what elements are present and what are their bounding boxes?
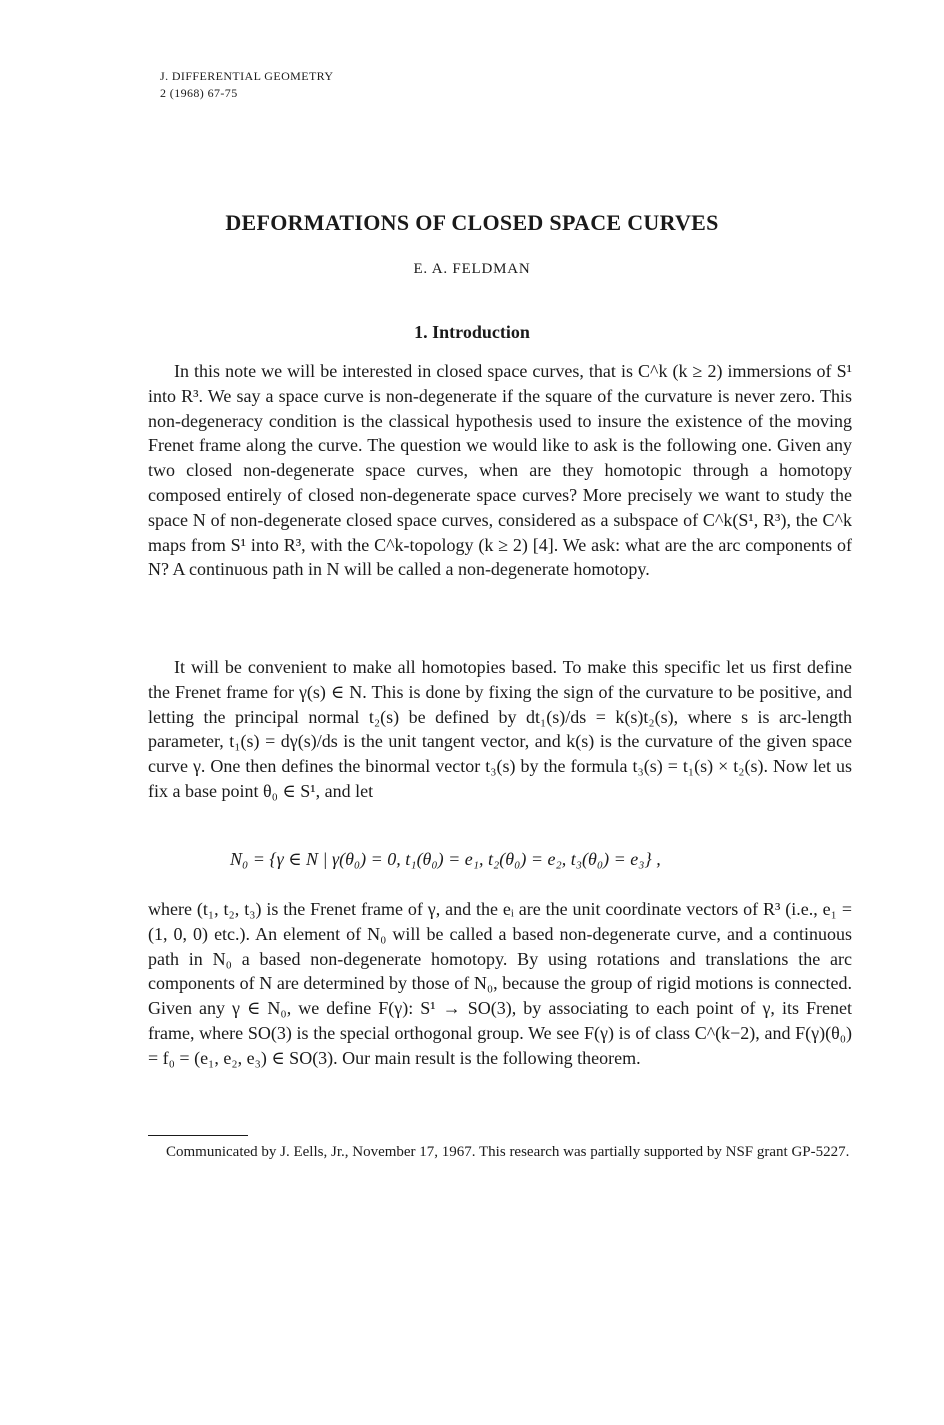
paper-title: DEFORMATIONS OF CLOSED SPACE CURVES [225, 210, 719, 235]
display-equation: N₀ = {γ ∈ N | γ(θ₀) = 0, t₁(θ₀) = e₁, t₂(θ₀) = e₂, t₃(θ₀) = e₃} , [230, 849, 661, 869]
footnote: Communicated by J. Eells, Jr., November 17, 1967. This research was partially supported by NSF grant GP-5227. [166, 1144, 850, 1160]
journal-name: J. DIFFERENTIAL GEOMETRY [160, 69, 334, 83]
intro-paragraph-1 [148, 359, 852, 582]
section-heading: 1. Introduction [414, 322, 530, 342]
author-name: E. A. FELDMAN [413, 261, 531, 277]
paragraph-text: It will be convenient to make all homotopies based. To make this specific let us first define the Frenet frame for γ(s) ∈ N. This is done by fixing the sign of the curvature to be positive, and letting the principal normal t₂(s) be defined by dt₁(s)/ds = k(s)t₂(s), where s is arc-length parameter, t₁(s) = dγ(s)/ds is the unit tangent vector, and k(s) is the curvature of the given space curve γ. One then defines the binormal vector t₃(s) by the formula t₃(s) = t₁(s) × t₂(s). Now let us fix a base point θ₀ ∈ S¹, and let [148, 657, 852, 801]
footnote-rule [148, 1135, 248, 1136]
journal-header [160, 68, 334, 102]
intro-paragraph-2 [148, 655, 852, 804]
intro-paragraph-3 [148, 897, 852, 1071]
paragraph-text: where (t₁, t₂, t₃) is the Frenet frame of γ, and the eᵢ are the unit coordinate vectors of R³ (i.e., e₁ = (1, 0, 0) etc.). An element of N₀ will be called a based non-degenerate curve, and a continuous path in N₀ a based non-degenerate homotopy. By using rotations and translations the arc components of N are determined by those of N₀, because the group of rigid motions is connected. Given any γ ∈ N₀, we define F(γ): S¹ → SO(3), by associating to each point of γ, its Frenet frame, where SO(3) is the special orthogonal group. We see F(γ) is of class C^(k−2), and F(γ)(θ₀) = f₀ = (e₁, e₂, e₃) ∈ SO(3). Our main result is the following theorem. [148, 899, 852, 1068]
paragraph-text: In this note we will be interested in closed space curves, that is C^k (k ≥ 2) immersions of S¹ into R³. We say a space curve is non-degenerate if the square of the curvature is never zero. This non-degeneracy condition is the classical hypothesis used to insure the existence of the moving Frenet frame along the curve. The question we would like to ask is the following one. Given any two closed non-degenerate space curves, when are they homotopic through a homotopy composed entirely of closed non-degenerate space curves? More precisely we want to study the space N of non-degenerate closed space curves, considered as a subspace of C^k(S¹, R³), the C^k maps from S¹ into R³, with the C^k-topology (k ≥ 2) [4]. We ask: what are the arc components of N? A continuous path in N will be called a non-degenerate homotopy. [148, 361, 852, 580]
journal-volume: 2 (1968) 67-75 [160, 86, 238, 100]
